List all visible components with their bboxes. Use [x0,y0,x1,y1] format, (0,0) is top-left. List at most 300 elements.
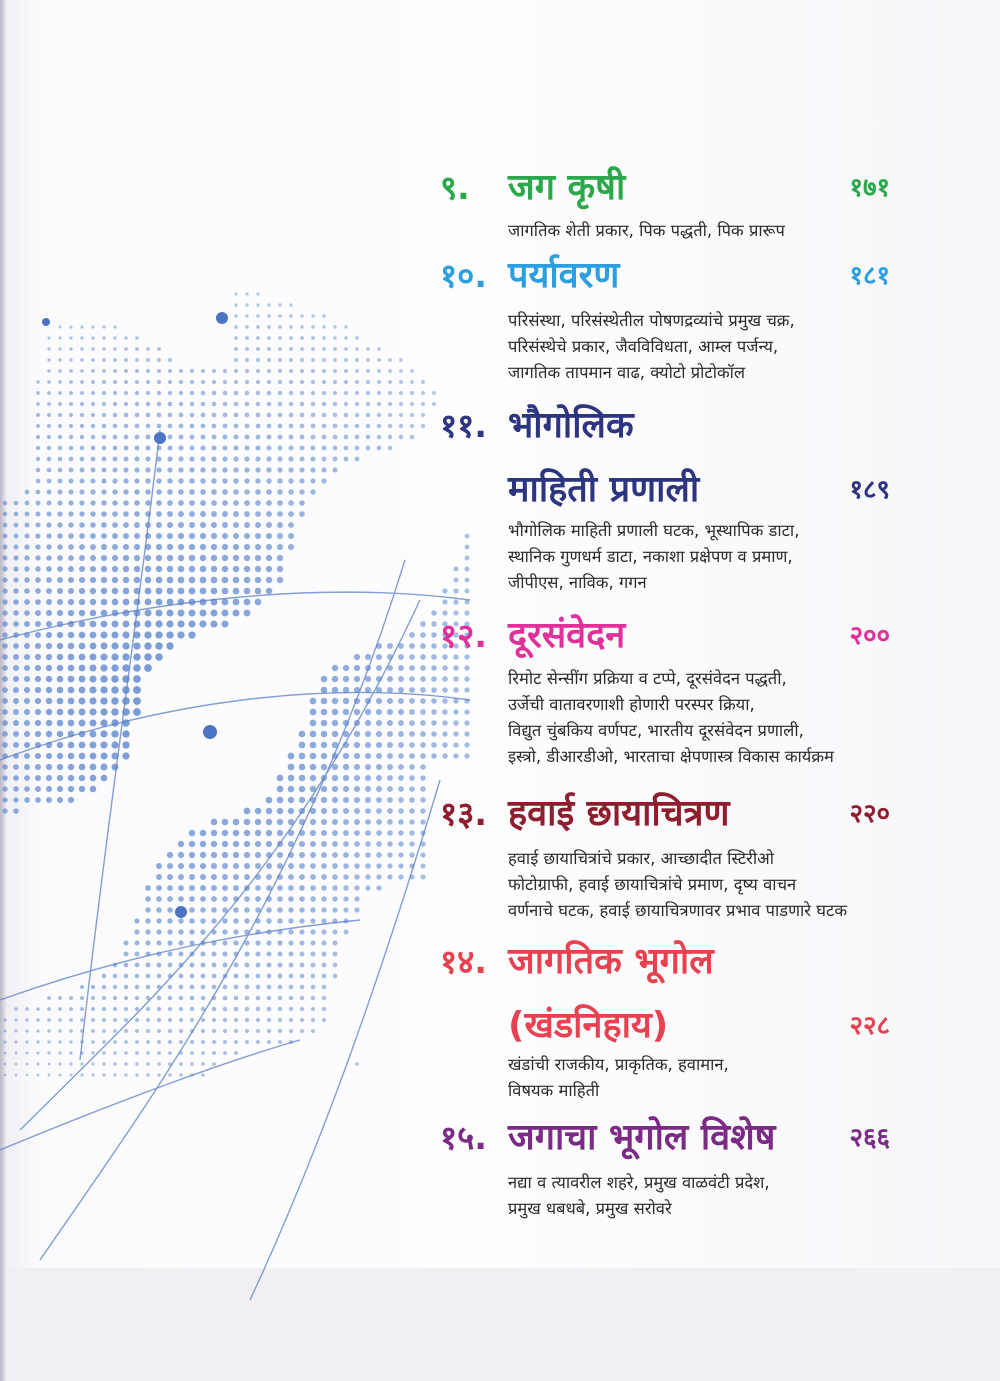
globe-dot [178,940,183,945]
globe-dot [398,775,404,781]
chapter-title-continued: माहिती प्रणाली [508,469,700,510]
globe-dot [157,347,161,351]
globe-dot [36,457,40,461]
globe-dot [145,588,152,595]
globe-dot [89,675,96,682]
globe-dot [100,675,107,682]
globe-dot [113,424,118,429]
globe-dot [24,709,30,715]
globe-dot [79,709,86,716]
globe-dot [144,664,152,672]
chapter-topic-line: हवाई छायाचित्रांचे प्रकार, आच्छादीत स्टिरीओ [508,849,775,868]
globe-dot [354,676,360,682]
globe-dot [35,599,41,605]
globe-dot [178,544,184,550]
globe-dot [102,369,106,373]
globe-dot [211,896,217,902]
globe-dot [333,974,338,979]
globe-dot [199,620,206,627]
chapter-topic-line: परिसंस्था, परिसंस्थेतील पोषणद्रव्यांचे प्रमुख चक्र, [508,311,795,330]
globe-dot [13,665,19,671]
globe-dot [46,786,52,792]
globe-dot [233,577,240,584]
globe-dot [267,347,271,351]
globe-dot [156,500,162,506]
globe-dot [211,511,217,517]
globe-dot [178,929,183,934]
globe-dot [234,303,237,306]
globe-dot [101,511,107,517]
globe-dot [124,358,128,362]
globe-dot [102,402,106,406]
globe-dot [200,929,205,934]
globe-dot [25,490,30,495]
globe-dot [100,741,107,748]
globe-dot [112,588,119,595]
globe-dot [69,413,73,417]
globe-dot [388,391,392,395]
globe-dot [245,974,250,979]
globe-dot [57,566,63,572]
globe-dot [168,413,173,418]
globe-dot [321,676,328,683]
globe-dot [343,841,349,847]
globe-dot [223,380,227,384]
globe-dot [111,741,118,748]
globe-dot [333,446,338,451]
globe-dot [133,675,141,683]
globe-dot [409,687,415,693]
globe-dot [267,380,271,384]
globe-dot [310,489,315,494]
globe-dot [310,709,317,716]
globe-dot [123,588,130,595]
globe-dot [135,1007,139,1011]
globe-dot [166,620,173,627]
globe-dot [58,457,63,462]
globe-dot [442,665,447,670]
globe-dot [2,555,7,560]
globe-dot [212,1018,216,1022]
globe-dot [300,1029,304,1033]
globe-dot [431,698,437,704]
globe-dot [245,369,249,373]
globe-dot [332,731,338,737]
globe-dot [157,1018,161,1022]
globe-dot [376,819,382,825]
globe-dot [278,380,282,384]
globe-dot [266,951,271,956]
globe-dot [124,1018,128,1022]
globe-dot [267,996,272,1001]
globe-dot [144,631,151,638]
globe-dot [311,952,316,957]
globe-dot [100,708,107,715]
globe-dot [156,566,163,573]
globe-dot [4,1063,7,1066]
globe-dot [223,413,228,418]
globe-dot [277,522,283,528]
globe-dot [409,830,414,835]
globe-dot [47,1007,51,1011]
globe-dot [420,731,426,737]
globe-dot [288,940,293,945]
globe-dot [200,445,205,450]
globe-dot [90,632,97,639]
globe-dot [344,446,349,451]
globe-dot [35,544,40,549]
globe-dot [266,940,271,945]
globe-dot [200,500,206,506]
globe-dot [211,852,217,858]
globe-dot [289,402,294,407]
globe-dot [212,413,217,418]
globe-dot [145,577,152,584]
globe-dot [102,347,106,351]
globe-dot [24,643,30,649]
globe-dot [420,720,426,726]
chapter-topic-line: जीपीएस, नाविक, गगन [508,573,647,592]
globe-dot [300,435,305,440]
globe-dot [199,609,206,616]
globe-dot [167,863,173,869]
globe-dot [102,435,107,440]
globe-dot [15,1074,18,1077]
globe-dot [365,797,371,803]
globe-dot [212,391,216,395]
globe-dot [387,753,393,759]
globe-dot [310,940,315,945]
globe-dot [344,358,348,362]
globe-dot [409,665,415,671]
globe-dot [102,1062,105,1065]
globe-dot [288,775,295,782]
globe-dot [409,852,414,857]
globe-dot [354,830,360,836]
globe-dot [410,380,414,384]
globe-dot [465,556,470,561]
globe-dot [388,435,393,440]
globe-dot [245,1018,249,1022]
globe-dot [178,555,184,561]
globe-dot [57,797,63,803]
globe-dot [244,489,250,495]
globe-dot [233,599,240,606]
globe-dot [200,830,207,837]
globe-dot [79,522,85,528]
globe-dot [35,654,41,660]
chapter-topic-line: विषयक माहिती [508,1081,600,1100]
globe-dot [200,896,206,902]
globe-dot [68,775,74,781]
globe-dot [234,325,238,329]
globe-dot [2,687,8,693]
globe-dot [47,490,52,495]
globe-dot [366,446,371,451]
globe-dot [57,764,63,770]
globe-dot [188,631,195,638]
chapter-topic-line: परिसंस्थेचे प्रकार, जैवविविधता, आम्ल पर्जन्य, [508,337,779,356]
globe-dot [288,896,294,902]
globe-dot [398,764,404,770]
globe-dot [79,698,86,705]
globe-dot [387,676,393,682]
globe-dot [256,963,261,968]
globe-dot [332,720,338,726]
globe-dot [35,577,41,583]
globe-dot [58,1007,62,1011]
globe-dot [267,1040,271,1044]
globe-dot [112,599,119,606]
globe-dot [366,380,370,384]
globe-dot [146,1029,150,1033]
globe-dot [365,753,371,759]
globe-dot [299,456,304,461]
globe-dot [420,775,426,781]
globe-dot [398,709,404,715]
globe-dot [333,941,338,946]
globe-dot [69,336,72,339]
globe-dot [13,588,18,593]
globe-dot [244,456,249,461]
globe-dot [366,369,370,373]
globe-dot [112,467,117,472]
globe-dot [376,698,382,704]
globe-dot [135,996,139,1000]
globe-dot [36,413,40,417]
globe-dot [288,533,294,539]
globe-dot [178,456,183,461]
globe-dot [145,929,150,934]
globe-dot [36,1040,39,1043]
globe-dot [311,325,315,329]
globe-dot [288,467,293,472]
globe-dot [178,577,185,584]
globe-dot [343,874,349,880]
globe-dot [398,830,403,835]
globe-dot [255,896,261,902]
globe-dot [255,511,261,517]
globe-dot [365,819,371,825]
globe-dot [277,555,283,561]
globe-dot [365,874,370,879]
globe-dot [233,544,239,550]
globe-dot [278,369,282,373]
globe-dot [2,588,7,593]
globe-dot [343,775,349,781]
globe-dot [47,1040,50,1043]
globe-dot [266,918,271,923]
globe-dot [222,830,228,836]
globe-dot [266,907,272,913]
globe-dot [123,522,129,528]
globe-dot [156,511,162,517]
globe-dot [409,808,415,814]
globe-dot [222,929,227,934]
globe-dot [47,369,50,372]
globe-dot [80,479,85,484]
globe-dot [300,974,305,979]
globe-dot [157,402,161,406]
globe-dot [266,511,272,517]
globe-dot [333,325,337,329]
globe-dot [267,413,272,418]
globe-dot [68,555,74,561]
chapter-number: १५. [440,1118,487,1157]
globe-dot [57,654,64,661]
globe-dot [244,478,249,483]
globe-dot [46,775,52,781]
globe-dot [255,555,261,561]
globe-dot [387,830,393,836]
globe-dot [80,1073,83,1076]
globe-dot [101,555,107,561]
globe-dot [201,380,205,384]
globe-dot [155,642,162,649]
globe-dot [135,358,139,362]
globe-dot [344,336,348,340]
globe-dot [233,907,239,913]
globe-dot [289,963,294,968]
globe-dot [222,951,227,956]
globe-dot [398,753,404,759]
globe-dot [200,588,207,595]
globe-dot [256,380,260,384]
globe-dot [57,786,63,792]
globe-dot [442,731,447,736]
globe-dot [211,522,217,528]
globe-dot [168,369,172,373]
globe-dot [255,445,260,450]
globe-dot [47,347,50,350]
globe-dot [343,709,349,715]
globe-dot [267,325,271,329]
globe-dot [2,742,8,748]
globe-dot [398,687,404,693]
globe-dot [2,676,8,682]
globe-dot [167,533,173,539]
globe-dot [211,544,217,550]
globe-dot [124,424,129,429]
globe-dot [398,665,404,671]
globe-dot [14,501,19,506]
globe-dot [102,391,106,395]
globe-dot [133,653,140,660]
globe-dot [145,555,151,561]
globe-dot [377,347,381,351]
globe-dot [134,456,139,461]
globe-dot [223,435,228,440]
globe-dot [57,676,64,683]
globe-dot [200,489,206,495]
chapter-topic-line: रिमोट सेन्सींग प्रक्रिया व टप्पे, दूरसंवेदन पद्धती, [508,669,787,688]
globe-dot [289,1029,293,1033]
globe-dot [344,347,348,351]
globe-dot [178,467,183,472]
globe-dot [113,974,118,979]
globe-dot [36,1007,40,1011]
globe-dot [47,468,52,473]
globe-dot [233,819,240,826]
globe-dot [278,1007,282,1011]
globe-dot [112,500,117,505]
globe-dot [178,852,184,858]
globe-dot [233,863,239,869]
globe-dot [113,985,117,989]
globe-dot [24,621,30,627]
globe-dot [333,347,337,351]
globe-dot [289,380,293,384]
globe-dot [431,731,437,737]
globe-dot [80,358,84,362]
globe-dot [135,391,139,395]
globe-dot [453,577,458,582]
globe-dot [102,325,105,328]
globe-dot [134,489,139,494]
globe-dot [387,742,393,748]
globe-dot [135,380,139,384]
globe-dot [222,577,229,584]
globe-dot [135,1018,139,1022]
globe-dot [377,358,381,362]
globe-dot [145,907,150,912]
globe-dot [68,676,75,683]
globe-dot [113,380,117,384]
globe-dot [201,996,206,1001]
globe-dot [124,1051,128,1055]
globe-dot [212,369,216,373]
globe-dot [112,621,119,628]
globe-dot [420,764,426,770]
globe-dot [421,413,425,417]
globe-dot [79,764,86,771]
globe-dot [420,665,426,671]
globe-dot [212,1040,216,1044]
globe-dot [146,1051,150,1055]
globe-dot [244,467,249,472]
globe-dot [376,654,382,660]
chapter-topics [508,846,898,924]
globe-dot [35,632,41,638]
globe-dot [146,402,150,406]
globe-dot [222,819,229,826]
globe-dot [13,610,19,616]
globe-dot [376,863,381,868]
globe-dot [266,577,272,583]
globe-dot [431,632,437,638]
globe-dot [321,819,327,825]
globe-dot [234,358,238,362]
globe-dot [58,347,61,350]
globe-dot [91,424,95,428]
globe-dot [288,929,293,934]
globe-dot [409,786,415,792]
globe-dot [179,1040,183,1044]
globe-dot [124,446,129,451]
globe-dot [212,974,217,979]
globe-dot [46,632,52,638]
globe-dot [89,719,96,726]
globe-dot [212,985,217,990]
globe-dot [68,698,75,705]
globe-dot [112,522,118,528]
globe-dot [387,687,393,693]
globe-dot [288,907,293,912]
globe-dot [299,764,306,771]
globe-dot [201,391,205,395]
globe-dot [157,1073,160,1076]
globe-dot [310,896,316,902]
